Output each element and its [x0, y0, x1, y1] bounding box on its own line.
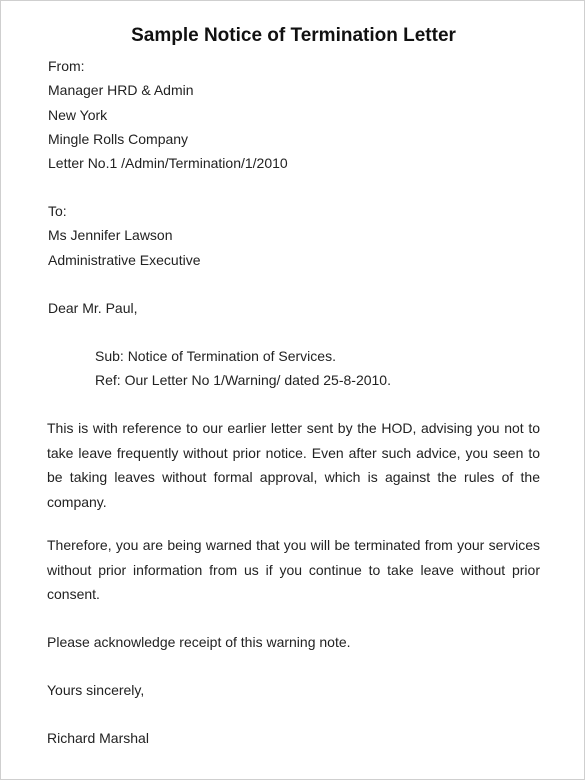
body-paragraph-1: This is with reference to our earlier letter sent by the HOD, advising you not to take leave frequently without prior notice. Even after such advice, you seen to be taking leaves without formal approval, which is against the rules of the company. — [47, 420, 540, 510]
sender-city: New York — [48, 107, 108, 123]
recipient-title: Administrative Executive — [48, 252, 201, 268]
subject-line: Sub: Notice of Termination of Services. — [95, 348, 336, 364]
sender-company: Mingle Rolls Company — [48, 131, 189, 147]
signature-name: Richard Marshal — [47, 730, 149, 746]
sender-title: Manager HRD & Admin — [48, 82, 194, 98]
salutation: Dear Mr. Paul, — [48, 300, 138, 316]
letter-number: Letter No.1 /Admin/Termination/1/2010 — [48, 155, 288, 171]
closing: Yours sincerely, — [47, 682, 145, 698]
from-label: From: — [48, 58, 85, 74]
reference-line: Ref: Our Letter No 1/Warning/ dated 25-8-2010. — [95, 372, 391, 388]
document-title: Sample Notice of Termination Letter — [131, 25, 456, 46]
body-paragraph-3: Please acknowledge receipt of this warning note. — [47, 634, 351, 650]
to-label: To: — [48, 203, 67, 219]
recipient-name: Ms Jennifer Lawson — [48, 227, 173, 243]
body-paragraph-2: Therefore, you are being warned that you will be terminated from your services without prior information from us if you continue to take leave without prior consent. — [47, 537, 540, 602]
